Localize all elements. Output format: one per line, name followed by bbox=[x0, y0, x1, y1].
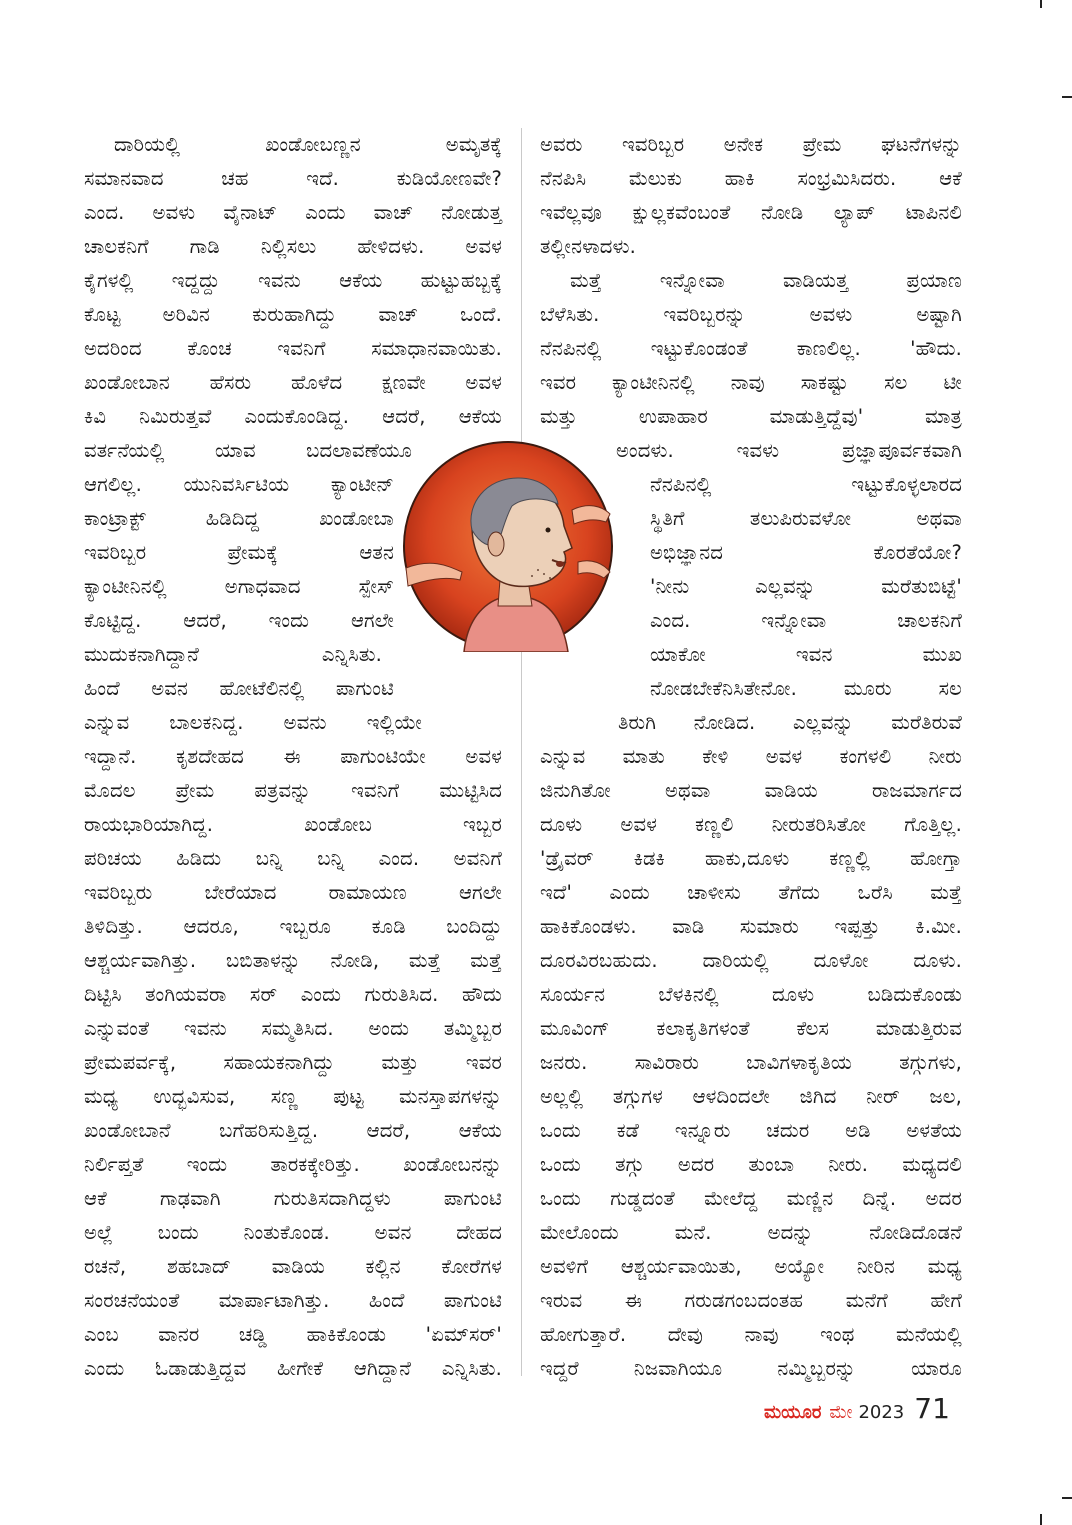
article-line: ಎಂದ. ಅವಳು ವೈನಾಟ್ ಎಂದು ವಾಚ್ ನೋಡುತ್ತ bbox=[84, 201, 502, 224]
article-line: ಅವಳಿಗೆ ಆಶ್ಚರ್ಯವಾಯಿತು, ಅಯ್ಯೋ ನೀರಿನ ಮಧ್ಯ bbox=[540, 1255, 962, 1278]
crop-mark-bottom-right bbox=[1040, 1514, 1042, 1525]
article-line: ಒಂದು ಕಡೆ ಇನ್ನೂರು ಚದುರ ಅಡಿ ಅಳತೆಯ bbox=[540, 1119, 962, 1142]
article-line: ಕಿವಿ ನಿಮಿರುತ್ತವೆ ಎಂದುಕೊಂಡಿದ್ದ. ಆದರೆ, ಆಕೆಯ bbox=[84, 405, 502, 428]
article-line: ಮಧ್ಯ ಉದ್ಭವಿಸುವ, ಸಣ್ಣ ಪುಟ್ಟ ಮನಸ್ತಾಪಗಳನ್ನು bbox=[84, 1085, 502, 1108]
article-line: ಜನರು. ಸಾವಿರಾರು ಬಾವಿಗಳಾಕೃತಿಯ ತಗ್ಗುಗಳು, bbox=[540, 1051, 962, 1074]
article-line: ಅಲ್ಲಲ್ಲಿ ತಗ್ಗುಗಳ ಆಳದಿಂದಲೇ ಜಿಗಿದ ನೀರ್ ಜಲ, bbox=[540, 1085, 962, 1108]
article-line: ಎಂಬ ವಾನರ ಚಡ್ಡಿ ಹಾಕಿಕೊಂಡು 'ಏಮ್‌ಸರ್' bbox=[84, 1323, 502, 1346]
article-line: ತಿಳಿದಿತ್ತು. ಆದರೂ, ಇಬ್ಬರೂ ಕೂಡಿ ಬಂದಿದ್ದು bbox=[84, 915, 502, 938]
article-line: 'ಡ್ರೈವರ್ ಕಿಡಕಿ ಹಾಕು,ದೂಳು ಕಣ್ಣಲ್ಲಿ ಹೋಗ್ತಾ bbox=[540, 847, 962, 870]
article-line: ಇವರ ಕ್ಯಾಂಟೀನಿನಲ್ಲಿ ನಾವು ಸಾಕಷ್ಟು ಸಲ ಟೀ bbox=[540, 371, 962, 394]
article-line: ಇರುವ ಈ ಗರುಡಗಂಬದಂತಹ ಮನೆಗೆ ಹೇಗೆ bbox=[540, 1289, 962, 1312]
article-line: ಒಂದು ತಗ್ಗು ಅದರ ತುಂಬಾ ನೀರು. ಮಧ್ಯದಲಿ bbox=[540, 1153, 962, 1176]
article-line: ಸಮಾನವಾದ ಚಹ ಇದೆ. ಕುಡಿಯೋಣವೇ? bbox=[84, 167, 502, 190]
article-line: ಕಾಂಟ್ರಾಕ್ಟ್ ಹಿಡಿದಿದ್ದ ಖಂಡೋಬಾ bbox=[84, 507, 394, 530]
page-footer bbox=[764, 1392, 950, 1426]
article-line: ನೋಡಬೇಕೆನಿಸಿತೇನೋ. ಮೂರು ಸಲ bbox=[650, 677, 962, 700]
article-line: ಮುದುಕನಾಗಿದ್ದಾನೆ ಎನ್ನಿಸಿತು. bbox=[84, 643, 382, 666]
article-line: ದಿಟ್ಟಿಸಿ ತಂಗಿಯವರಾ ಸರ್ ಎಂದು ಗುರುತಿಸಿದ. ಹೌದು bbox=[84, 983, 502, 1006]
article-line: ಹಾಕಿಕೊಂಡಳು. ವಾಡಿ ಸುಮಾರು ಇಪ್ಪತ್ತು ಕಿ.ಮೀ. bbox=[540, 915, 962, 938]
article-line: ದೂಳು ಅವಳ ಕಣ್ಣಲಿ ನೀರುತರಿಸಿತೋ ಗೊತ್ತಿಲ್ಲ. bbox=[540, 813, 962, 836]
article-line: ತಿರುಗಿ ನೋಡಿದ. ಎಲ್ಲವನ್ನು ಮರೆತಿರುವೆ bbox=[618, 711, 962, 734]
article-line: ದಾರಿಯಲ್ಲಿ ಖಂಡೋಬಣ್ಣನ ಅಮೃತಕ್ಕೆ bbox=[114, 133, 502, 156]
article-line: ಅಲ್ಲೆ ಬಂದು ನಿಂತುಕೊಂಡ. ಅವನ ದೇಹದ bbox=[84, 1221, 502, 1244]
article-line: ನೆನಪಿನಲ್ಲಿ ಇಟ್ಟುಕೊಂಡಂತೆ ಕಾಣಲಿಲ್ಲ. 'ಹೌದು. bbox=[540, 337, 962, 360]
article-line: ಬೆಳೆಸಿತು. ಇವರಿಬ್ಬರನ್ನು ಅವಳು ಅಷ್ಟಾಗಿ bbox=[540, 303, 962, 326]
article-line: ಇದೆ' ಎಂದು ಚಾಳೀಸು ತೆಗೆದು ಒರೆಸಿ ಮತ್ತೆ bbox=[540, 881, 962, 904]
article-line: ಇವರಿಬ್ಬರ ಪ್ರೇಮಕ್ಕೆ ಆತನ bbox=[84, 541, 394, 564]
article-line: ನಿರ್ಲಿಪ್ತತೆ ಇಂದು ತಾರಕಕ್ಕೇರಿತ್ತು. ಖಂಡೋಬನನ್ನು bbox=[84, 1153, 502, 1176]
article-line: ಕೊಟ್ಟಿದ್ದ. ಆದರೆ, ಇಂದು ಆಗಲೇ bbox=[84, 609, 394, 632]
article-line: ಪರಿಚಯ ಹಿಡಿದು ಬನ್ನಿ ಬನ್ನಿ ಎಂದ. ಅವನಿಗೆ bbox=[84, 847, 502, 870]
article-line: ಎಂದು ಓಡಾಡುತ್ತಿದ್ದವ ಹೀಗೇಕೆ ಆಗಿದ್ದಾನೆ ಎನ್ನಿಸಿತು. bbox=[84, 1357, 502, 1380]
article-line: ಎಂದ. ಇನ್ನೋವಾ ಚಾಲಕನಿಗೆ bbox=[650, 609, 962, 632]
magazine-name: ಮಯೂರ bbox=[764, 1402, 822, 1423]
article-line: ಇವರಿಬ್ಬರು ಬೇರೆಯಾದ ರಾಮಾಯಣ ಆಗಲೇ bbox=[84, 881, 502, 904]
article-line: ಯಾಕೋ ಇವನ ಮುಖ bbox=[650, 643, 962, 666]
crop-mark-right-upper bbox=[1062, 96, 1072, 98]
article-line: ದೂರವಿರಬಹುದು. ದಾರಿಯಲ್ಲಿ ದೂಳೋ ದೂಳು. bbox=[540, 949, 962, 972]
article-line: ಚಾಲಕನಿಗೆ ಗಾಡಿ ನಿಲ್ಲಿಸಲು ಹೇಳಿದಳು. ಅವಳ bbox=[84, 235, 502, 258]
article-line: ಖಂಡೋಬಾನ ಹೆಸರು ಹೊಳೆದ ಕ್ಷಣವೇ ಅವಳ bbox=[84, 371, 502, 394]
article-line: ಕೈಗಳಲ್ಲಿ ಇದ್ದದ್ದು ಇವನು ಆಕೆಯ ಹುಟ್ಟುಹಬ್ಬಕ್ಕೆ bbox=[84, 269, 502, 292]
article-line: ಎನ್ನುವಂತೆ ಇವನು ಸಮ್ಮತಿಸಿದ. ಅಂದು ತಮ್ಮಿಬ್ಬರ bbox=[84, 1017, 502, 1040]
article-line: ಸೂರ್ಯನ ಬೆಳಕಿನಲ್ಲಿ ದೂಳು ಬಡಿದುಕೊಂಡು bbox=[540, 983, 962, 1006]
article-line: ಇದ್ದರೆ ನಿಜವಾಗಿಯೂ ನಮ್ಮಿಬ್ಬರನ್ನು ಯಾರೂ bbox=[540, 1357, 962, 1380]
article-line: ಮೊದಲ ಪ್ರೇಮ ಪತ್ರವನ್ನು ಇವನಿಗೆ ಮುಟ್ಟಿಸಿದ bbox=[84, 779, 502, 802]
article-line: ಸ್ಥಿತಿಗೆ ತಲುಪಿರುವಳೋ ಅಥವಾ bbox=[650, 507, 962, 530]
article-line: ವರ್ತನೆಯಲ್ಲಿ ಯಾವ ಬದಲಾವಣೆಯೂ bbox=[84, 439, 412, 462]
crop-mark-right-lower bbox=[1062, 1497, 1072, 1499]
article-line: ನೆನಪಿನಲ್ಲಿ ಇಟ್ಟುಕೊಳ್ಳಲಾರದ bbox=[650, 473, 962, 496]
article-line: ಜಿನುಗಿತೋ ಅಥವಾ ವಾಡಿಯ ರಾಜಮಾರ್ಗದ bbox=[540, 779, 962, 802]
article-line: ಕ್ಯಾಂಟೀನಿನಲ್ಲಿ ಅಗಾಧವಾದ ಸ್ಪೇಸ್ bbox=[84, 575, 394, 598]
article-line: ಕೊಟ್ಟ ಅರಿವಿನ ಕುರುಹಾಗಿದ್ದು ವಾಚ್ ಒಂದೆ. bbox=[84, 303, 502, 326]
article-line: ಮೂವಿಂಗ್ ಕಲಾಕೃತಿಗಳಂತೆ ಕೆಲಸ ಮಾಡುತ್ತಿರುವ bbox=[540, 1017, 962, 1040]
article-line: ಹೋಗುತ್ತಾರೆ. ದೇವು ನಾವು ಇಂಥ ಮನೆಯಲ್ಲಿ bbox=[540, 1323, 962, 1346]
article-line: ಅದರಿಂದ ಕೊಂಚ ಇವನಿಗೆ ಸಮಾಧಾನವಾಯಿತು. bbox=[84, 337, 502, 360]
page-number: 71 bbox=[914, 1392, 950, 1425]
article-line: ಖಂಡೋಬಾನೆ ಬಗೆಹರಿಸುತ್ತಿದ್ದ. ಆದರೆ, ಆಕೆಯ bbox=[84, 1119, 502, 1142]
article-line: ತಲ್ಲೀನಳಾದಳು. bbox=[540, 235, 636, 258]
column-divider bbox=[521, 128, 522, 1376]
article-line: ಆಶ್ಚರ್ಯವಾಗಿತ್ತು. ಬಬಿತಾಳನ್ನು ನೋಡಿ, ಮತ್ತೆ ಮತ್ತೆ bbox=[84, 949, 502, 972]
article-line: ಒಂದು ಗುಡ್ಡದಂತೆ ಮೇಲೆದ್ದ ಮಣ್ಣಿನ ದಿನ್ನೆ. ಅದರ bbox=[540, 1187, 962, 1210]
article-line: ರಚನೆ, ಶಹಬಾದ್ ವಾಡಿಯ ಕಲ್ಲಿನ ಕೋರೆಗಳ bbox=[84, 1255, 502, 1278]
article-line: ಆಗಲಿಲ್ಲ. ಯುನಿವರ್ಸಿಟಿಯ ಕ್ಯಾಂಟೀನ್ bbox=[84, 473, 394, 496]
article-line: ಎನ್ನುವ ಮಾತು ಕೇಳಿ ಅವಳ ಕಂಗಳಲಿ ನೀರು bbox=[540, 745, 962, 768]
article-line: ಮತ್ತೆ ಇನ್ನೋವಾ ವಾಡಿಯತ್ತ ಪ್ರಯಾಣ bbox=[570, 269, 962, 292]
issue-month: ಮೇ bbox=[829, 1402, 853, 1423]
article-line: ಹಿಂದೆ ಅವನ ಹೋಟೆಲಿನಲ್ಲಿ ಪಾಗುಂಟಿ bbox=[84, 677, 394, 700]
article-line: ಇವೆಲ್ಲವೂ ಕ್ಷುಲ್ಲಕವೆಂಬಂತೆ ನೋಡಿ ಲ್ಯಾಪ್ ಟಾಪಿನಲಿ bbox=[540, 201, 962, 224]
article-line: ಅವರು ಇವರಿಬ್ಬರ ಅನೇಕ ಪ್ರೇಮ ಘಟನೆಗಳನ್ನು bbox=[540, 133, 962, 156]
article-line: ಎನ್ನುವ ಬಾಲಕನಿದ್ದ. ಅವನು ಇಲ್ಲಿಯೇ bbox=[84, 711, 422, 734]
issue-year: 2023 bbox=[858, 1402, 905, 1423]
article-line: ಮೇಲೊಂದು ಮನೆ. ಅದನ್ನು ನೋಡಿದೊಡನೆ bbox=[540, 1221, 962, 1244]
article-line: ಅಂದಳು. ಇವಳು ಪ್ರಜ್ಞಾಪೂರ್ವಕವಾಗಿ bbox=[616, 439, 962, 462]
man-profile-portrait-icon bbox=[402, 440, 614, 652]
article-line: ಆಕೆ ಗಾಢವಾಗಿ ಗುರುತಿಸದಾಗಿದ್ದಳು ಪಾಗುಂಟಿ bbox=[84, 1187, 502, 1210]
article-line: ರಾಯಭಾರಿಯಾಗಿದ್ದ. ಖಂಡೋಬ ಇಬ್ಬರ bbox=[84, 813, 502, 836]
crop-mark-top-right bbox=[1040, 0, 1042, 8]
article-line: ಇದ್ದಾನೆ. ಕೃಶದೇಹದ ಈ ಪಾಗುಂಟಿಯೇ ಅವಳ bbox=[84, 745, 502, 768]
article-line: ಅಭಿಜ್ಞಾನದ ಕೊರತೆಯೋ? bbox=[650, 541, 962, 564]
article-line: ನೆನಪಿಸಿ ಮೆಲುಕು ಹಾಕಿ ಸಂಭ್ರಮಿಸಿದರು. ಆಕೆ bbox=[540, 167, 962, 190]
article-line: ಪ್ರೇಮಪರ್ವಕ್ಕೆ, ಸಹಾಯಕನಾಗಿದ್ದು ಮತ್ತು ಇವರ bbox=[84, 1051, 502, 1074]
article-line: ಮತ್ತು ಉಪಾಹಾರ ಮಾಡುತ್ತಿದ್ದೆವು' ಮಾತ್ರ bbox=[540, 405, 962, 428]
article-line: ಸಂರಚನೆಯಂತೆ ಮಾರ್ಪಾಟಾಗಿತ್ತು. ಹಿಂದೆ ಪಾಗುಂಟಿ bbox=[84, 1289, 502, 1312]
article-line: 'ನೀನು ಎಲ್ಲವನ್ನು ಮರೆತುಬಿಟ್ಟೆ' bbox=[650, 575, 962, 598]
